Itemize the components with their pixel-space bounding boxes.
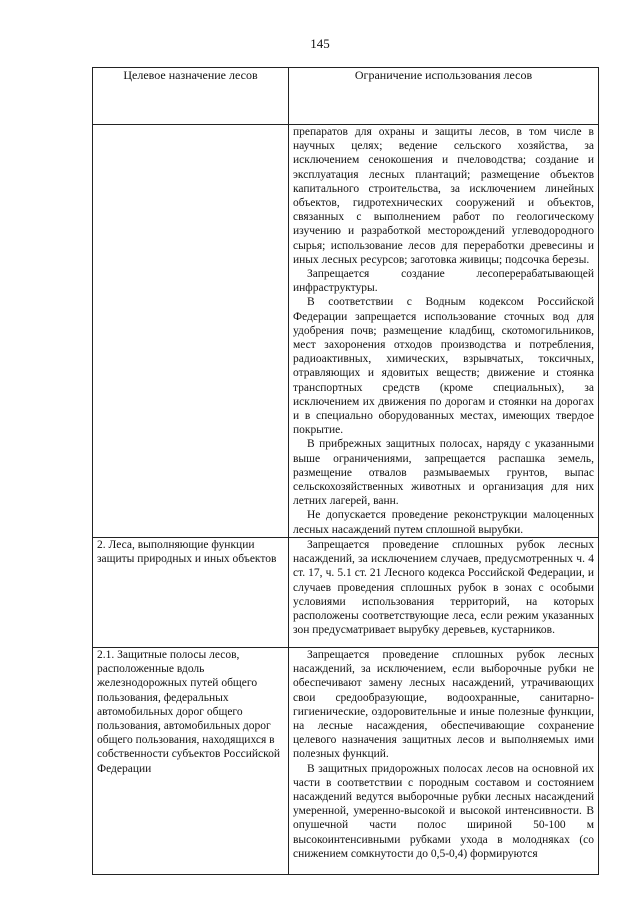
restriction-paragraph: В прибрежных защитных полосах, наряду с указанными выше ограничениями, запрещается распашка земель, размещение отвалов размываемых грунтов, выпас сельскохозяйственных животных и организация для них летних лагерей, ванн. — [293, 438, 594, 508]
restriction-paragraph: Запрещается проведение сплошных рубок лесных насаждений, за исключением случаев, предусмотренных ч. 4 ст. 17, ч. 5.1 ст. 21 Лесного кодекса Российской Федерации, и случаев проведения сплошных рубок в зонах с особыми условиями использования территорий, на которых расположены соответствующие леса, если режим указанных зон предусматривает вырубку деревьев, кустарников. — [293, 538, 594, 637]
table-row — [93, 125, 599, 538]
purpose-cell: 2. Леса, выполняющие функции защиты природных и иных объектов — [93, 537, 289, 647]
column-header-purpose: Целевое назначение лесов — [93, 68, 289, 125]
table-row — [93, 537, 599, 647]
restriction-paragraph: В соответствии с Водным кодексом Российской Федерации запрещается использование сточных вод для удобрения почв; размещение кладбищ, скотомогильников, мест захоронения отходов производства и потребления, радиоактивных, химических, взрывчатых, токсичных, отравляющих и ядовитых веществ; движение и стоянка транспортных средств (кроме специальных), за исключением их движения по дорогам и стоянки на дорогах и в специально оборудованных местах, имеющих твердое покрытие. — [293, 296, 594, 437]
table-header-row — [93, 68, 599, 125]
restrictions-cell — [289, 537, 599, 647]
purpose-cell: 2.1. Защитные полосы лесов, расположенные вдоль железнодорожных путей общего пользования, федеральных автомобильных дорог общего пользования, автомобильных дорог общего пользования, находящихся в собственности субъектов Российской Федерации — [93, 647, 289, 874]
column-header-restrictions: Ограничение использования лесов — [289, 68, 599, 125]
restriction-paragraph: Запрещается создание лесоперерабатывающей инфраструктуры. — [293, 268, 594, 295]
table-row — [93, 647, 599, 874]
page-number: 145 — [310, 36, 330, 51]
restriction-paragraph: Не допускается проведение реконструкции малоценных лесных насаждений путем сплошной вырубки. — [293, 509, 594, 536]
restriction-paragraph: препаратов для охраны и защиты лесов, в том числе в научных целях; ведение сельского хозяйства, за исключением сенокошения и пчеловодства; создание и эксплуатация лесных плантаций; размещение объектов капитального строительства, за исключением линейных объектов, гидротехнических сооружений и объектов, связанных с выполнением работ по геологическому изучению и разработкой месторождений углеводородного сырья; использование лесов для переработки древесины и иных лесных ресурсов; заготовка живицы; подсочка березы. — [293, 126, 594, 266]
restrictions-cell — [289, 125, 599, 538]
restriction-paragraph: В защитных придорожных полосах лесов на основной их части в соответствии с породным составом и состоянием насаждений ведутся выборочные рубки лесных насаждений умеренной, умеренно-высокой и высокой интенсивности. В опушечной части полос шириной 50-100 м высокоинтенсивными рубками ухода в молодняках (со снижением сомкнутости до 0,5-0,4) формируются — [293, 762, 594, 860]
restrictions-cell — [289, 647, 599, 874]
restriction-paragraph: Запрещается проведение сплошных рубок лесных насаждений, за исключением, если выборочные рубки не обеспечивают замену лесных насаждений, утрачивающих свои средообразующие, водоохранные, санитарно-гигиенические, оздоровительные и иные полезные функции, на лесные насаждения, обеспечивающие сохранение целевого назначения защитных лесов и выполняемых ими полезных функций. — [293, 648, 594, 761]
forest-use-table — [92, 67, 599, 875]
purpose-cell — [93, 125, 289, 538]
